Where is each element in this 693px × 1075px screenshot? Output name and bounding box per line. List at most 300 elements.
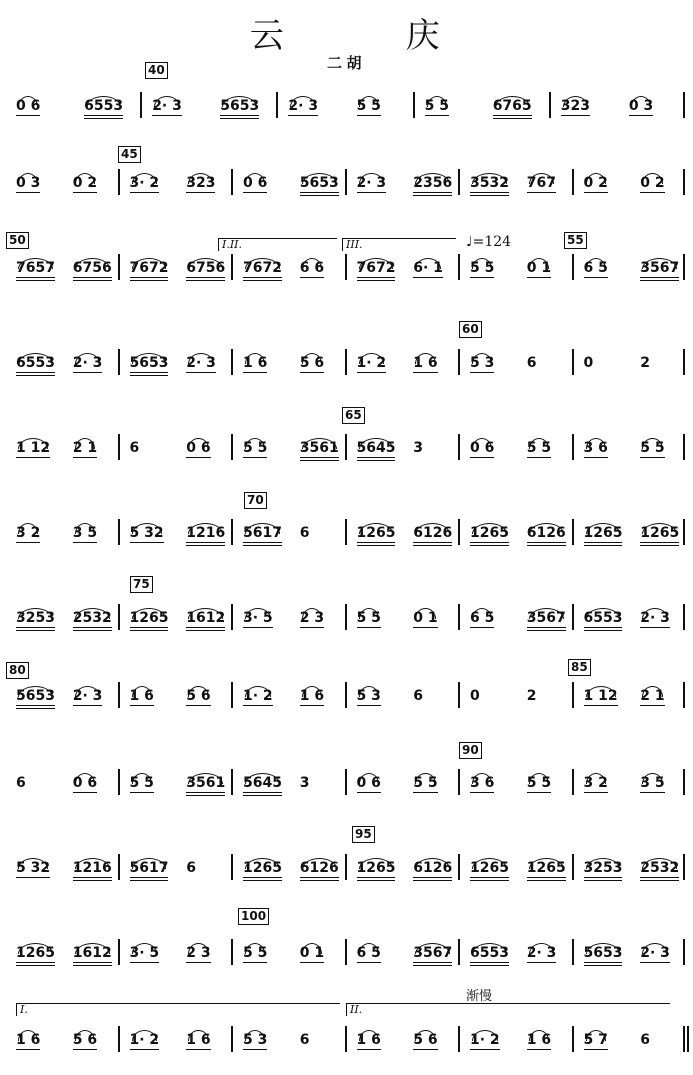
note-text: 3253 [16,610,55,626]
underline [640,878,679,881]
note-group [186,525,225,546]
note-text: 6756 [72,260,112,276]
note-text: 6 5 [583,260,608,276]
note-group [527,175,556,193]
note-group [186,440,210,458]
note-group [413,1032,437,1050]
note-text: 5653 [129,355,169,371]
barline [231,769,233,795]
note-group [640,610,670,628]
note-group [243,440,267,458]
underline [73,878,112,881]
note-text: 2 1 [72,440,98,456]
note-text: 2· 3 [640,945,670,961]
note-text: 1 6 [299,688,325,704]
note-text: 1265 [356,525,396,541]
note-text: 0 3 [628,98,654,114]
note-group [357,260,396,281]
note-group [186,355,216,373]
note-group [16,440,50,458]
barline [549,92,551,118]
barline [118,769,120,795]
underline [584,543,623,546]
score-line [6,678,687,718]
note-text: 6126 [413,525,453,541]
volta-bracket: I.II. [218,238,337,251]
note-group [186,610,225,631]
note-text: 1 6 [16,1032,41,1048]
underline [16,963,55,966]
note-group [186,945,210,963]
barline [458,854,460,880]
note-text: 5 5 [356,610,381,626]
note-group [584,860,623,881]
note-group [73,775,97,793]
rehearsal-mark: 40 [145,62,168,79]
barline [231,169,233,195]
score-line [6,765,687,805]
note-group [73,440,97,458]
underline [527,878,566,881]
note-group [640,945,670,963]
note-group [300,610,324,628]
rehearsal-mark: 45 [118,146,141,163]
note-group [243,260,282,281]
underline [16,278,55,281]
barline [276,92,278,118]
barline [458,1026,460,1052]
barline [572,169,574,195]
note-text: 6756 [186,260,226,276]
note-text: 3 [299,775,310,791]
barline [683,604,685,630]
note-text: 5 32 [129,525,164,541]
barline [118,604,120,630]
note-text: 6 [299,525,310,541]
note-group [73,525,97,543]
underline [584,963,623,966]
note-group [130,1032,160,1050]
rehearsal-mark: 55 [564,232,587,249]
note-text: 2· 3 [640,610,670,626]
note-text: 1216 [72,860,112,876]
note-text: 0 2 [640,175,665,191]
barline [231,434,233,460]
note-group [527,1032,551,1050]
note-group [243,175,267,193]
note-text: 5653 [16,688,55,704]
barline [345,349,347,375]
note-group [561,98,590,116]
note-text: 5 5 [640,440,665,456]
note-text: 1265 [129,610,169,626]
note-group [640,355,650,371]
note-group [470,525,509,546]
barline [458,169,460,195]
note-text: 6 6 [299,260,325,276]
note-text: 3 [413,440,423,456]
note-group [243,1032,267,1050]
underline [357,278,396,281]
note-text: 7672 [129,260,169,276]
barline [345,519,347,545]
note-text: 1· 2 [470,1032,500,1048]
barline [458,434,460,460]
note-group [186,175,215,193]
note-group [186,775,225,796]
note-text: 1 6 [413,355,438,371]
score-line [6,600,687,640]
barline [458,682,460,708]
note-text: 3253 [583,860,623,876]
note-text: 5 5 [526,440,552,456]
note-text: 5 5 [243,945,268,961]
score-line [6,88,687,128]
note-group [130,440,140,456]
note-group [470,1032,500,1050]
barline [683,769,685,795]
note-group [640,860,679,881]
note-text: 5645 [243,775,282,791]
barline [572,519,574,545]
note-text: 5 3 [356,688,381,704]
note-group [73,355,103,373]
barline [345,939,347,965]
note-text: 5653 [583,945,623,961]
note-group [186,688,210,706]
note-group [130,610,169,631]
note-text: 0 6 [470,440,495,456]
underline [470,193,509,196]
note-text: 6· 1 [413,260,443,276]
note-text: 6553 [16,355,55,371]
note-text: 1 6 [356,1032,381,1048]
note-text: 1265 [470,860,509,876]
underline [73,628,112,631]
underline [357,543,396,546]
note-group [73,860,112,881]
note-group [470,860,509,881]
note-text: 2532 [72,610,112,626]
note-group [640,440,664,458]
note-group [527,945,557,963]
barline [231,1026,233,1052]
note-group [16,1032,40,1050]
barline [118,519,120,545]
note-group [493,98,532,119]
note-group [584,440,608,458]
note-text: 6126 [299,860,339,876]
note-text: 323 [186,175,216,191]
note-text: 3 5 [640,775,665,791]
rehearsal-mark: 90 [459,742,482,759]
score-line [6,430,687,470]
note-text: 0 2 [583,175,608,191]
note-group [300,175,339,196]
note-group [186,860,196,876]
note-text: 1265 [243,860,282,876]
note-group [73,688,103,706]
note-group [413,945,452,966]
instrument-label: 二胡 [326,54,366,72]
note-group [470,610,494,628]
note-group [186,260,225,281]
note-group [130,355,169,376]
note-group [300,945,324,963]
note-group [73,1032,97,1050]
barline [683,349,685,375]
note-group [16,355,55,376]
barline [683,254,685,280]
underline [130,878,169,881]
note-text: 1 6 [243,355,268,371]
note-text: 323 [560,98,591,114]
note-group [640,260,679,281]
note-text: 1265 [16,945,55,961]
note-text: 5617 [243,525,282,541]
note-group [413,440,423,456]
note-text: 1 6 [129,688,154,704]
barline [118,939,120,965]
barline [118,854,120,880]
note-text: 2· 3 [72,355,103,371]
note-text: 7672 [356,260,396,276]
title-char-2: 庆 [405,16,444,56]
note-text: 1 12 [16,440,51,456]
underline [186,628,225,631]
underline [16,628,55,631]
note-text: 5 6 [186,688,211,704]
note-group [130,260,169,281]
note-group [357,775,381,793]
barline [345,254,347,280]
note-group [527,688,537,704]
note-group [413,688,423,704]
underline [73,278,112,281]
note-text: 5 7 [583,1032,608,1048]
note-text: 0 [470,688,480,704]
underline [130,278,169,281]
barline [118,1026,120,1052]
note-text: 767 [526,175,556,191]
note-text: 2 3 [299,610,325,626]
note-group [470,440,494,458]
note-text: 5617 [129,860,169,876]
note-text: 1265 [583,525,623,541]
note-group [584,355,594,371]
barline [231,939,233,965]
volta-bracket: I. [16,1003,340,1016]
note-group [300,1032,310,1048]
barline [345,769,347,795]
underline [527,543,566,546]
note-group [73,260,112,281]
underline [357,878,396,881]
underline [186,793,225,796]
rehearsal-mark: 60 [459,321,482,338]
note-text: 2 3 [186,945,211,961]
barline [231,519,233,545]
note-text: 7657 [16,260,55,276]
note-group [413,175,452,196]
note-text: 1265 [526,860,566,876]
barline [118,169,120,195]
note-text: 1 12 [583,688,618,704]
note-text: 5 6 [299,355,325,371]
score-line [6,935,687,975]
barline [118,434,120,460]
barline [345,604,347,630]
rehearsal-mark: 70 [244,492,267,509]
note-text: 3567 [640,260,680,276]
barline [572,854,574,880]
barline [572,1026,574,1052]
note-text: 3· 2 [129,175,160,191]
barline [118,349,120,375]
note-group [288,98,318,116]
note-text: 6 [640,1032,650,1048]
underline [300,193,339,196]
note-group [357,945,381,963]
rehearsal-mark: 80 [6,662,29,679]
note-group [527,355,537,371]
barline [458,254,460,280]
note-text: 0 6 [72,775,98,791]
note-text: 3· 5 [129,945,160,961]
note-text: 0 1 [526,260,552,276]
score-line [6,850,687,890]
note-group [300,440,339,461]
note-group [73,945,112,966]
underline [413,543,452,546]
underline [186,278,225,281]
underline [584,628,623,631]
note-text: 3567 [413,945,453,961]
barline [231,854,233,880]
underline [640,543,679,546]
barline [231,254,233,280]
note-group [84,98,123,119]
barline [345,854,347,880]
barline [458,519,460,545]
note-text: 3 5 [72,525,98,541]
note-text: 6 [16,775,26,791]
note-text: 1 6 [186,1032,211,1048]
barline [683,682,685,708]
note-text: 3 6 [583,440,608,456]
note-group [527,775,551,793]
underline [527,628,566,631]
note-group [584,175,608,193]
note-text: 6 [413,688,423,704]
underline [300,458,339,461]
note-group [130,945,160,963]
note-group [584,260,608,278]
note-text: 7672 [243,260,282,276]
volta-bracket: II. [346,1003,670,1016]
note-text: 3567 [526,610,566,626]
note-text: 2 [526,688,537,704]
rehearsal-mark: 50 [6,232,29,249]
note-group [357,525,396,546]
underline [130,628,169,631]
note-text: 5645 [356,440,396,456]
score-line [6,250,687,290]
underline [470,543,509,546]
underline [470,963,509,966]
note-text: 5653 [299,175,339,191]
note-text: 6 5 [470,610,495,626]
underline [16,373,55,376]
barline [572,434,574,460]
barline [683,519,685,545]
note-text: 3 2 [16,525,41,541]
note-text: 1· 2 [243,688,273,704]
note-text: 1· 2 [356,355,387,371]
note-group [300,688,324,706]
note-group [16,775,26,791]
note-text: 0 1 [413,610,438,626]
note-group [584,1032,608,1050]
note-group [640,775,664,793]
note-group [16,525,40,543]
note-text: 2· 3 [526,945,557,961]
note-text: 2· 3 [186,355,216,371]
note-group [73,610,112,631]
underline [243,543,282,546]
note-group [527,440,551,458]
note-group [357,1032,381,1050]
rehearsal-mark: 95 [352,826,375,843]
note-text: 5 32 [16,860,51,876]
barline [683,854,685,880]
barline [683,1026,685,1052]
note-text: 3561 [186,775,226,791]
barline [345,434,347,460]
note-group [130,860,169,881]
underline [584,878,623,881]
barline [140,92,142,118]
tempo-marking: ♩=124 [466,234,512,250]
note-group [16,260,55,281]
note-text: 6 [129,440,140,456]
note-group [130,775,154,793]
note-text: 5 5 [424,98,449,114]
barline [683,92,685,118]
note-group [357,688,381,706]
note-group [300,860,339,881]
rehearsal-mark: 85 [568,659,591,676]
note-text: 5 5 [413,775,438,791]
note-group [357,98,381,116]
note-group [470,355,494,373]
note-group [470,688,480,704]
note-group [243,945,267,963]
barline [413,92,415,118]
note-group [357,175,387,193]
note-text: 2· 3 [356,175,387,191]
score-line [6,345,687,385]
note-group [470,260,494,278]
note-text: 6126 [526,525,566,541]
note-group [152,98,182,116]
barline [683,434,685,460]
note-group [413,860,452,881]
underline [357,458,396,461]
barline [345,682,347,708]
note-text: 6 [299,1032,310,1048]
note-group [357,860,396,881]
